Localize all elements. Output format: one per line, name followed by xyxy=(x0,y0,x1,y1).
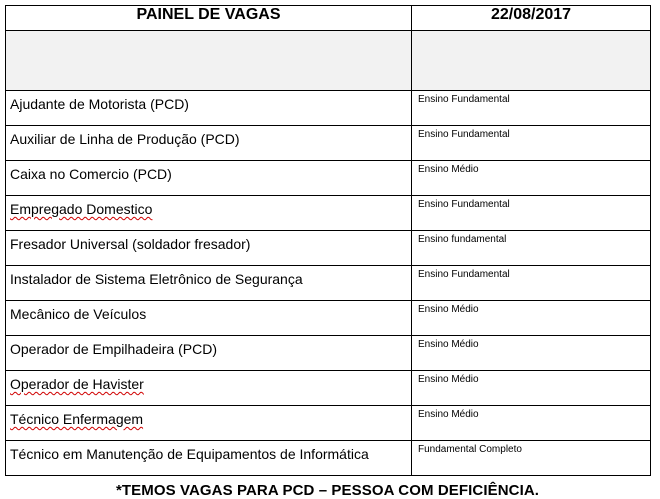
table-row xyxy=(6,196,651,231)
job-title-text: Operador de Havister xyxy=(10,376,144,392)
table-row xyxy=(6,301,651,336)
pcd-footnote: *TEMOS VAGAS PARA PCD – PESSOA COM DEFICIÊNCIA. xyxy=(115,482,540,499)
education-cell: Ensino Fundamental xyxy=(412,91,651,126)
job-board-sheet xyxy=(5,5,650,499)
table-header-row xyxy=(6,6,651,31)
education-cell: Ensino fundamental xyxy=(412,231,651,266)
table-row xyxy=(6,231,651,266)
education-cell: Ensino Fundamental xyxy=(412,266,651,301)
empty-band-cell-left xyxy=(6,31,412,91)
table-row xyxy=(6,266,651,301)
table-row xyxy=(6,371,651,406)
table-row xyxy=(6,336,651,371)
table-row xyxy=(6,406,651,441)
education-cell: Ensino Médio xyxy=(412,371,651,406)
table-row xyxy=(6,126,651,161)
job-title-cell: Caixa no Comercio (PCD) xyxy=(6,161,412,196)
education-cell: Ensino Médio xyxy=(412,336,651,371)
job-title-cell: Instalador de Sistema Eletrônico de Segurança xyxy=(6,266,412,301)
board-date: 22/08/2017 xyxy=(412,6,651,31)
table-row xyxy=(6,441,651,476)
empty-band-cell-right xyxy=(412,31,651,91)
education-cell: Ensino Médio xyxy=(412,161,651,196)
job-title-cell: Ajudante de Motorista (PCD) xyxy=(6,91,412,126)
board-title: PAINEL DE VAGAS xyxy=(6,6,412,31)
empty-gray-band xyxy=(6,31,651,91)
education-cell: Fundamental Completo xyxy=(412,441,651,476)
education-cell: Ensino Médio xyxy=(412,406,651,441)
table-row xyxy=(6,91,651,126)
job-title-cell xyxy=(6,371,412,406)
job-title-cell: Operador de Empilhadeira (PCD) xyxy=(6,336,412,371)
job-title-text: Empregado Domestico xyxy=(10,201,153,217)
education-cell: Ensino Médio xyxy=(412,301,651,336)
education-cell: Ensino Fundamental xyxy=(412,196,651,231)
job-title-cell: Auxiliar de Linha de Produção (PCD) xyxy=(6,126,412,161)
table-row xyxy=(6,161,651,196)
job-title-cell xyxy=(6,406,412,441)
job-title-cell: Técnico em Manutenção de Equipamentos de Informática xyxy=(6,441,412,476)
job-title-cell: Fresador Universal (soldador fresador) xyxy=(6,231,412,266)
job-vacancies-table xyxy=(5,5,651,476)
education-cell: Ensino Fundamental xyxy=(412,126,651,161)
job-title-text: Técnico Enfermagem xyxy=(10,411,144,427)
job-title-cell: Mecânico de Veículos xyxy=(6,301,412,336)
job-title-cell xyxy=(6,196,412,231)
